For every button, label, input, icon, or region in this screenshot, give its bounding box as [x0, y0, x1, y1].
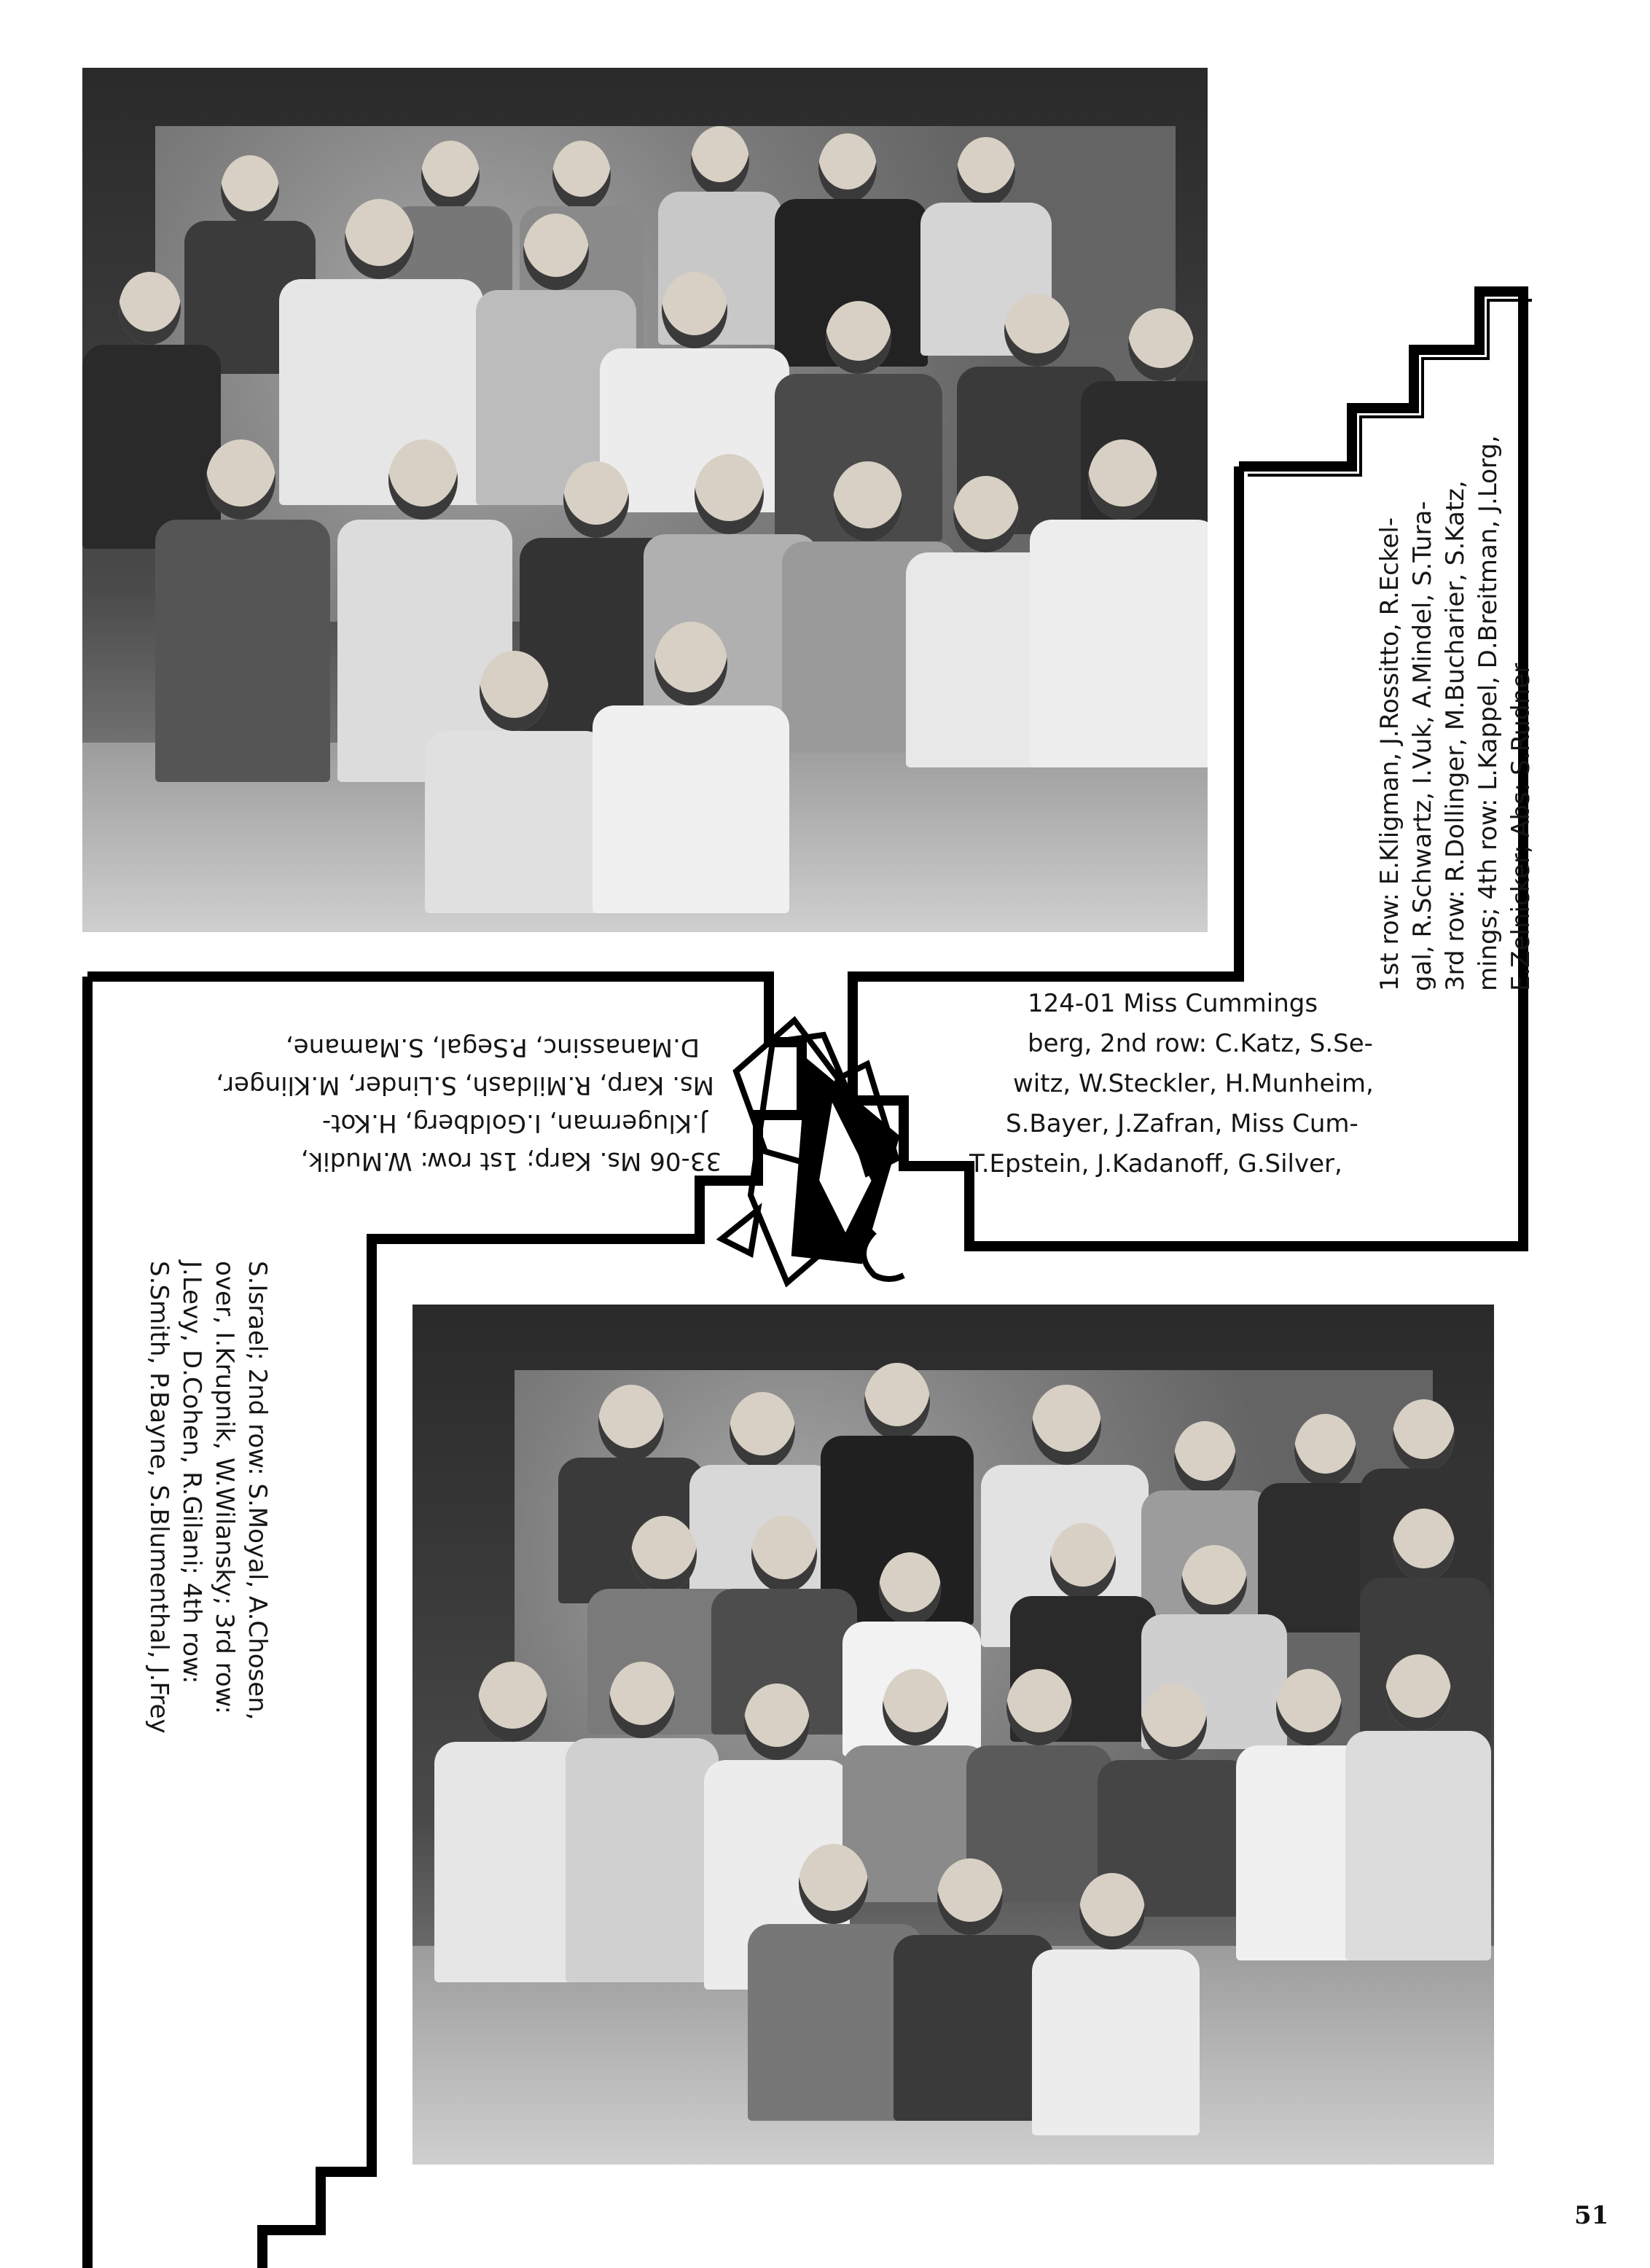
caption-124-01-line-3: S.Bayer, J.Zafran, Miss Cum-: [1006, 1109, 1358, 1138]
caption-124-01-rot-line-4: mings; 4th row: L.Kappel, D.Breitman, J.Lorg,: [1474, 435, 1503, 991]
caption-124-01-rot-line-1: 1st row: E.Kligman, J.Rossitto, R.Eckel-: [1375, 517, 1404, 991]
class-photo-top: [82, 68, 1208, 932]
caption-124-01-line-1: berg, 2nd row: C.Katz, S.Se-: [1028, 1029, 1373, 1058]
caption-124-01-rot-line-3: 3rd row: R.Dollinger, M.Bucharier, S.Katz,: [1441, 480, 1470, 991]
caption-124-01-line-4: T.Epstein, J.Kadanoff, G.Silver,: [969, 1149, 1342, 1178]
caption-33-06-line-2: J.Klugerman, I.Goldberg, H.Kot-: [322, 1108, 707, 1138]
caption-33-06-rot-line-3: J.Levy, D.Cohen, R.Gilani; 4th row:: [177, 1261, 206, 1684]
caption-33-06-line-1: 33-06 Ms. Karp; 1st row: W.Mudik,: [300, 1146, 722, 1176]
caption-33-06-rot-line-1: S.Israel; 2nd row: S.Moyal, A.Chosen,: [243, 1261, 272, 1721]
caption-124-01-line-2: witz, W.Steckler, H.Munheim,: [1013, 1069, 1374, 1098]
caption-124-01-rot-line-5: E.Zelnicker; Abs: S.Rudner: [1506, 662, 1536, 991]
emblem-graphic: [722, 1020, 904, 1283]
page-number: 51: [1574, 2201, 1609, 2230]
caption-33-06-block: [124, 991, 722, 1181]
caption-124-01-heading: 124-01 Miss Cummings: [1028, 989, 1318, 1018]
caption-124-01-rot-line-2: gal, R.Schwartz, I.Vuk, A.Mindel, S.Tura-: [1408, 501, 1437, 991]
caption-33-06-rot-line-4: S.Smith, P.Bayne, S.Blumenthal, J.Frey: [144, 1261, 173, 1734]
caption-33-06-line-3: Ms. Karp, R.Mildash, S.Linder, M.Klinger,: [216, 1071, 714, 1100]
class-photo-bottom: [412, 1305, 1494, 2165]
caption-33-06-rot-line-2: over, I.Krupnik, W.Wilansky; 3rd row:: [210, 1261, 239, 1715]
caption-33-06-line-4: D.Manassinc, P.Segal, S.Mamane,: [285, 1033, 700, 1062]
